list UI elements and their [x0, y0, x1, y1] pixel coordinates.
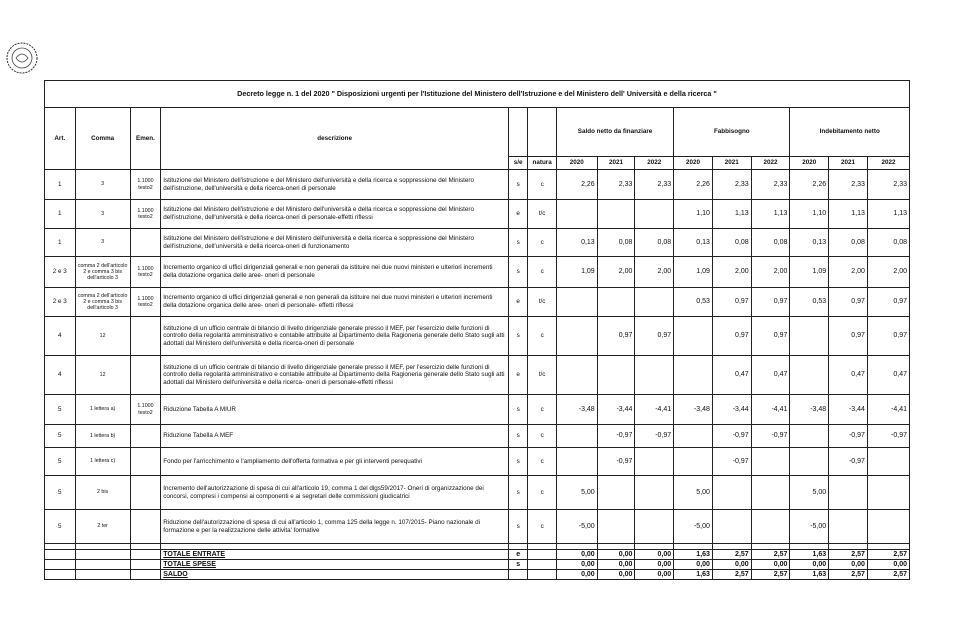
row-art: 5: [45, 448, 76, 476]
value-cell: -5,00: [556, 510, 597, 544]
value-cell: [790, 425, 829, 448]
col-header-indebitamento: Indebitamento netto: [790, 108, 910, 157]
empty-cell: [75, 550, 130, 560]
table-row: [45, 257, 910, 288]
total-label: TOTALE SPESE: [161, 560, 509, 570]
row-emen: 1.1000 testo2: [130, 395, 161, 425]
row-se: s: [509, 510, 528, 544]
value-cell: [867, 448, 909, 476]
value-cell: -0,97: [635, 425, 674, 448]
value-cell: 0,47: [867, 356, 909, 395]
value-cell: 2,00: [829, 257, 868, 288]
value-cell: -4,41: [635, 395, 674, 425]
value-cell: 0,97: [867, 317, 909, 356]
table-row: [45, 200, 910, 229]
row-description: Riduzione Tabella A MEF: [161, 425, 509, 448]
total-value-cell: 0,00: [556, 560, 597, 570]
total-row: [45, 570, 910, 580]
total-label: TOTALE ENTRATE: [161, 550, 509, 560]
value-cell: [674, 448, 713, 476]
value-cell: -0,97: [829, 448, 868, 476]
value-cell: 2,00: [751, 257, 790, 288]
value-cell: -0,97: [712, 448, 751, 476]
value-cell: [790, 448, 829, 476]
value-cell: [556, 448, 597, 476]
table-row: [45, 425, 910, 448]
value-cell: 0,08: [597, 229, 635, 257]
row-natura: c: [528, 257, 557, 288]
total-value-cell: 1,63: [790, 550, 829, 560]
row-comma: comma 2 dell'articolo 2 e comma 3 bis dell'articolo 3: [75, 288, 130, 317]
total-value-cell: 0,00: [829, 560, 868, 570]
value-cell: -0,97: [751, 425, 790, 448]
value-cell: 2,00: [867, 257, 909, 288]
row-se: e: [509, 288, 528, 317]
total-value-cell: 2,57: [751, 570, 790, 580]
total-value-cell: 0,00: [635, 570, 674, 580]
value-cell: 2,33: [635, 170, 674, 200]
value-cell: [635, 200, 674, 229]
total-value-cell: 2,57: [867, 550, 909, 560]
total-value-cell: 2,57: [829, 570, 868, 580]
value-cell: [556, 425, 597, 448]
table-row: [45, 395, 910, 425]
row-description: Istituzione del Ministero dell'istruzione e del Ministero dell'università e della ricerca e soppressione del Ministero dell'istruzione, dell'università e della ricerca-oneri di personale: [161, 170, 509, 200]
row-description: Riduzione Tabella A MIUR: [161, 395, 509, 425]
total-row: [45, 550, 910, 560]
value-cell: 1,10: [674, 200, 713, 229]
value-cell: 1,13: [712, 200, 751, 229]
total-label: SALDO: [161, 570, 509, 580]
year-header: 2022: [635, 157, 674, 170]
value-cell: 0,47: [751, 356, 790, 395]
row-art: 1: [45, 170, 76, 200]
value-cell: -0,97: [867, 425, 909, 448]
row-description: Istituzione di un ufficio centrale di bilancio di livello dirigenziale generale presso il MEF, per l'esercizio delle funzioni di controllo della regolarità amministrativo e contabile attribuite al Dipartimento della Ragioneria generale dello Stato sugli atti adottati dal Ministero dell'università e della ricerca- oneri di personale-effetti riflessi: [161, 356, 509, 395]
row-se: s: [509, 229, 528, 257]
year-header: 2020: [556, 157, 597, 170]
value-cell: 2,26: [790, 170, 829, 200]
total-value-cell: 0,00: [790, 560, 829, 570]
year-header: 2022: [751, 157, 790, 170]
row-comma: comma 2 dell'articolo 2 e comma 3 bis dell'articolo 3: [75, 257, 130, 288]
value-cell: [674, 317, 713, 356]
row-description: Incremento organico di uffici dirigenziali generali e non generali da istituire nei due nuovi ministeri e ulteriori incrementi della dotazione organica delle aree- oneri di personale: [161, 257, 509, 288]
row-natura: c: [528, 476, 557, 510]
table-row: [45, 476, 910, 510]
total-se: e: [509, 550, 528, 560]
value-cell: [790, 356, 829, 395]
total-value-cell: 0,00: [597, 550, 635, 560]
value-cell: 2,33: [829, 170, 868, 200]
value-cell: 1,09: [790, 257, 829, 288]
row-emen: 1.1000 testo2: [130, 288, 161, 317]
total-value-cell: 0,00: [556, 550, 597, 560]
value-cell: [751, 448, 790, 476]
financial-table: [44, 80, 910, 580]
row-natura: c: [528, 448, 557, 476]
year-header: 2020: [674, 157, 713, 170]
value-cell: 0,13: [556, 229, 597, 257]
row-comma: 1 lettera c): [75, 448, 130, 476]
table-row: [45, 317, 910, 356]
value-cell: 1,10: [790, 200, 829, 229]
row-description: Incremento dell'autorizzazione di spesa di cui all'articolo 19, comma 1 del dlgs59/2017- Oneri di organizzazione dei concorsi, compresi i compensi ai componenti e ai segretari delle commissioni giudicatrici: [161, 476, 509, 510]
row-se: e: [509, 356, 528, 395]
row-natura: c: [528, 510, 557, 544]
row-comma: 3: [75, 170, 130, 200]
value-cell: 2,33: [597, 170, 635, 200]
value-cell: [597, 476, 635, 510]
empty-cell: [130, 570, 161, 580]
col-header-blank: [528, 108, 557, 157]
col-header-fabbisogno: Fabbisogno: [674, 108, 790, 157]
value-cell: 2,33: [712, 170, 751, 200]
row-emen: [130, 356, 161, 395]
row-se: s: [509, 395, 528, 425]
col-header-art: Art.: [45, 108, 76, 170]
year-header: 2022: [867, 157, 909, 170]
value-cell: -5,00: [790, 510, 829, 544]
page-title: Decreto legge n. 1 del 2020 " Disposizioni urgenti per l'Istituzione del Ministero dell'Istruzione e del Ministero dell' Università e della ricerca ": [45, 81, 910, 108]
value-cell: -0,97: [597, 448, 635, 476]
value-cell: -3,48: [556, 395, 597, 425]
row-natura: c: [528, 170, 557, 200]
col-header-saldo: Saldo netto da finanziare: [556, 108, 673, 157]
document-table-wrapper: [44, 80, 910, 580]
value-cell: 0,97: [635, 317, 674, 356]
table-row: [45, 356, 910, 395]
value-cell: 1,13: [829, 200, 868, 229]
year-header: 2021: [597, 157, 635, 170]
table-row: [45, 229, 910, 257]
value-cell: [829, 476, 868, 510]
value-cell: [597, 200, 635, 229]
row-art: 5: [45, 476, 76, 510]
seal-stamp-icon: [4, 40, 40, 76]
total-value-cell: 0,00: [751, 560, 790, 570]
row-se: e: [509, 200, 528, 229]
row-description: Riduzione dell'autorizzazione di spesa di cui all'articolo 1, comma 125 della legge n. 107/2015- Piano nazionale di formazione e per la realizzazione delle attivita' formative: [161, 510, 509, 544]
empty-cell: [75, 570, 130, 580]
value-cell: 0,08: [712, 229, 751, 257]
empty-cell: [75, 560, 130, 570]
value-cell: -3,48: [674, 395, 713, 425]
row-comma: 2 bis: [75, 476, 130, 510]
value-cell: 2,00: [597, 257, 635, 288]
value-cell: 0,13: [790, 229, 829, 257]
total-value-cell: 2,57: [712, 570, 751, 580]
total-row: [45, 560, 910, 570]
value-cell: 0,13: [674, 229, 713, 257]
row-comma: 12: [75, 356, 130, 395]
empty-cell: [130, 560, 161, 570]
value-cell: 0,53: [790, 288, 829, 317]
value-cell: 0,47: [829, 356, 868, 395]
row-comma: 1 lettera a): [75, 395, 130, 425]
row-comma: 3: [75, 229, 130, 257]
year-header: 2021: [712, 157, 751, 170]
value-cell: 0,08: [829, 229, 868, 257]
value-cell: 0,97: [751, 317, 790, 356]
value-cell: -5,00: [674, 510, 713, 544]
col-header-descrizione: descrizione: [161, 108, 509, 170]
empty-cell: [45, 570, 76, 580]
row-comma: 1 lettera b): [75, 425, 130, 448]
col-header-natura: natura: [528, 157, 557, 170]
value-cell: 0,97: [751, 288, 790, 317]
row-art: 5: [45, 425, 76, 448]
row-emen: [130, 476, 161, 510]
value-cell: 0,97: [712, 317, 751, 356]
value-cell: [751, 476, 790, 510]
empty-cell: [45, 550, 76, 560]
value-cell: 5,00: [556, 476, 597, 510]
total-value-cell: 1,63: [674, 550, 713, 560]
table-row: [45, 448, 910, 476]
value-cell: 2,26: [674, 170, 713, 200]
value-cell: 2,00: [712, 257, 751, 288]
value-cell: [635, 288, 674, 317]
value-cell: [790, 317, 829, 356]
value-cell: [712, 476, 751, 510]
row-emen: [130, 317, 161, 356]
row-description: Istituzione del Ministero dell'istruzione e del Ministero dell'università e della ricerca e soppressione del Ministero dell'istruzione, dell'università e della ricerca-oneri di funzionamento: [161, 229, 509, 257]
value-cell: 2,00: [635, 257, 674, 288]
total-value-cell: 0,00: [597, 570, 635, 580]
year-header: 2021: [829, 157, 868, 170]
total-value-cell: 0,00: [635, 550, 674, 560]
year-header: 2020: [790, 157, 829, 170]
total-value-cell: 2,57: [712, 550, 751, 560]
value-cell: -4,41: [751, 395, 790, 425]
total-value-cell: 0,00: [597, 560, 635, 570]
value-cell: 0,97: [829, 317, 868, 356]
total-value-cell: 1,63: [674, 570, 713, 580]
col-header-comma: Comma: [75, 108, 130, 170]
value-cell: -3,44: [712, 395, 751, 425]
empty-cell: [528, 550, 557, 560]
value-cell: 0,97: [597, 317, 635, 356]
row-art: 4: [45, 317, 76, 356]
value-cell: [712, 510, 751, 544]
col-header-se: s/e: [509, 157, 528, 170]
total-se: [509, 570, 528, 580]
value-cell: -0,97: [597, 425, 635, 448]
value-cell: [635, 510, 674, 544]
value-cell: 0,08: [867, 229, 909, 257]
row-se: s: [509, 317, 528, 356]
row-se: s: [509, 170, 528, 200]
total-value-cell: 2,57: [867, 570, 909, 580]
row-natura: c: [528, 425, 557, 448]
value-cell: [556, 288, 597, 317]
value-cell: 0,08: [751, 229, 790, 257]
row-comma: 2 ter: [75, 510, 130, 544]
value-cell: [556, 317, 597, 356]
value-cell: [867, 476, 909, 510]
row-emen: [130, 425, 161, 448]
row-description: Istituzione di un ufficio centrale di bilancio di livello dirigenziale generale presso il MEF, per l'esercizio delle funzioni di controllo della regolarità amministrativo e contabile attribuite al Dipartimento della Ragioneria generale dello Stato sugli atti adottati dal Ministero dell'università e della ricerca-oneri di personale: [161, 317, 509, 356]
value-cell: -0,97: [829, 425, 868, 448]
value-cell: 5,00: [790, 476, 829, 510]
value-cell: [635, 356, 674, 395]
row-emen: [130, 229, 161, 257]
value-cell: [635, 476, 674, 510]
row-se: s: [509, 448, 528, 476]
value-cell: -3,44: [597, 395, 635, 425]
value-cell: 0,47: [712, 356, 751, 395]
value-cell: [829, 510, 868, 544]
row-comma: 3: [75, 200, 130, 229]
empty-cell: [45, 560, 76, 570]
total-value-cell: 0,00: [867, 560, 909, 570]
total-value-cell: 0,00: [674, 560, 713, 570]
row-emen: [130, 448, 161, 476]
value-cell: -4,41: [867, 395, 909, 425]
value-cell: 0,53: [674, 288, 713, 317]
value-cell: 5,00: [674, 476, 713, 510]
empty-cell: [130, 550, 161, 560]
row-art: 2 e 3: [45, 257, 76, 288]
value-cell: [674, 356, 713, 395]
row-emen: [130, 510, 161, 544]
row-se: s: [509, 476, 528, 510]
row-natura: c: [528, 317, 557, 356]
value-cell: [674, 425, 713, 448]
row-art: 2 e 3: [45, 288, 76, 317]
value-cell: -0,97: [712, 425, 751, 448]
col-header-emen: Emen.: [130, 108, 161, 170]
table-row: [45, 288, 910, 317]
total-se: s: [509, 560, 528, 570]
value-cell: [867, 510, 909, 544]
row-se: s: [509, 425, 528, 448]
total-value-cell: 0,00: [635, 560, 674, 570]
value-cell: 1,13: [751, 200, 790, 229]
value-cell: [597, 510, 635, 544]
table-row: [45, 510, 910, 544]
value-cell: [556, 356, 597, 395]
total-value-cell: 2,57: [829, 550, 868, 560]
value-cell: 0,97: [712, 288, 751, 317]
row-emen: 1.1000 testo2: [130, 170, 161, 200]
row-natura: t/c: [528, 200, 557, 229]
total-value-cell: 0,00: [712, 560, 751, 570]
total-value-cell: 2,57: [751, 550, 790, 560]
row-natura: t/c: [528, 288, 557, 317]
row-natura: t/c: [528, 356, 557, 395]
row-description: Fondo per l'arricchimento e l'ampliamento dell'offerta formativa e per gli interventi perequativi: [161, 448, 509, 476]
value-cell: 0,97: [829, 288, 868, 317]
row-art: 1: [45, 200, 76, 229]
value-cell: [751, 510, 790, 544]
row-description: Istituzione del Ministero dell'istruzione e del Ministero dell'università e della ricerca e soppressione del Ministero dell'istruzione, dell'università e della ricerca-oneri di personale-effetti riflessi: [161, 200, 509, 229]
row-comma: 12: [75, 317, 130, 356]
value-cell: [635, 448, 674, 476]
value-cell: 1,09: [556, 257, 597, 288]
value-cell: 0,08: [635, 229, 674, 257]
value-cell: [556, 200, 597, 229]
value-cell: -3,48: [790, 395, 829, 425]
value-cell: 1,09: [674, 257, 713, 288]
value-cell: 0,97: [867, 288, 909, 317]
empty-cell: [528, 560, 557, 570]
row-art: 5: [45, 510, 76, 544]
total-value-cell: 1,63: [790, 570, 829, 580]
row-emen: 1.1000 testo2: [130, 257, 161, 288]
value-cell: [597, 356, 635, 395]
value-cell: -3,44: [829, 395, 868, 425]
row-natura: c: [528, 229, 557, 257]
row-emen: 1.1000 testo2: [130, 200, 161, 229]
value-cell: 2,33: [867, 170, 909, 200]
empty-cell: [528, 570, 557, 580]
value-cell: [597, 288, 635, 317]
value-cell: 2,26: [556, 170, 597, 200]
row-art: 4: [45, 356, 76, 395]
total-value-cell: 0,00: [556, 570, 597, 580]
row-description: Incremento organico di uffici dirigenziali generali e non generali da istituire nei due nuovi ministeri e ulteriori incrementi della dotazione organica delle aree- oneri di personale- effetti riflessi: [161, 288, 509, 317]
col-header-blank: [509, 108, 528, 157]
table-row: [45, 170, 910, 200]
row-natura: c: [528, 395, 557, 425]
row-art: 5: [45, 395, 76, 425]
row-art: 1: [45, 229, 76, 257]
row-se: s: [509, 257, 528, 288]
value-cell: 1,13: [867, 200, 909, 229]
value-cell: 2,33: [751, 170, 790, 200]
